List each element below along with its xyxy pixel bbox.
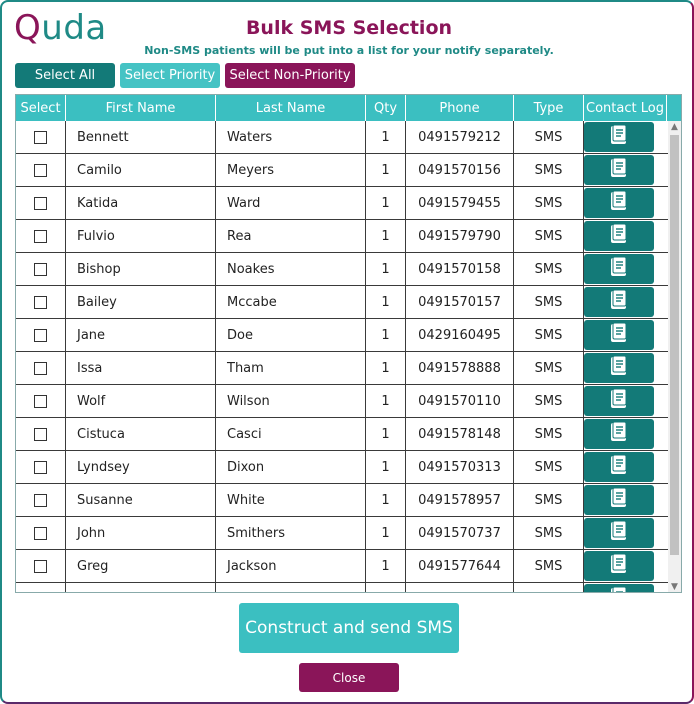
qty-cell: 1 bbox=[366, 550, 406, 582]
table-row[interactable] bbox=[16, 220, 670, 253]
table-row[interactable] bbox=[16, 550, 670, 583]
contact-log-icon bbox=[610, 488, 628, 512]
last-name-cell: Ward bbox=[216, 187, 366, 219]
row-select-checkbox[interactable] bbox=[34, 131, 47, 144]
type-cell: SMS bbox=[514, 154, 584, 186]
type-cell: SMS bbox=[514, 550, 584, 582]
contact-log-button[interactable] bbox=[584, 122, 654, 152]
contact-log-button[interactable] bbox=[584, 386, 654, 416]
contact-log-button[interactable] bbox=[584, 287, 654, 317]
type-cell: SMS bbox=[514, 121, 584, 153]
first-name-cell: Greg bbox=[66, 550, 216, 582]
row-select-cell bbox=[16, 517, 66, 549]
contact-log-cell bbox=[584, 385, 654, 417]
contact-log-cell bbox=[584, 187, 654, 219]
phone-cell: 0491570157 bbox=[406, 286, 514, 318]
column-header-first-name[interactable]: First Name bbox=[66, 95, 216, 121]
table-row[interactable] bbox=[16, 418, 670, 451]
row-select-checkbox[interactable] bbox=[34, 395, 47, 408]
row-select-checkbox[interactable] bbox=[34, 461, 47, 474]
column-header-contact-log[interactable]: Contact Log bbox=[584, 95, 667, 121]
type-cell: SMS bbox=[514, 220, 584, 252]
contact-log-cell bbox=[584, 352, 654, 384]
scroll-down-arrow-icon[interactable]: ▼ bbox=[671, 582, 678, 592]
row-select-cell bbox=[16, 385, 66, 417]
type-cell: SMS bbox=[514, 385, 584, 417]
table-row[interactable] bbox=[16, 121, 670, 154]
contact-log-cell bbox=[584, 550, 654, 582]
contact-log-button[interactable] bbox=[584, 320, 654, 350]
contact-log-cell bbox=[584, 220, 654, 252]
last-name-cell: Dixon bbox=[216, 451, 366, 483]
last-name-cell: Waters bbox=[216, 121, 366, 153]
qty-cell: 1 bbox=[366, 286, 406, 318]
select-all-button[interactable]: Select All bbox=[15, 63, 115, 88]
row-select-cell bbox=[16, 484, 66, 516]
contact-log-cell bbox=[584, 253, 654, 285]
contact-log-button[interactable] bbox=[584, 452, 654, 482]
row-select-checkbox[interactable] bbox=[34, 263, 47, 276]
contact-log-button[interactable] bbox=[584, 155, 654, 185]
qty-cell: 1 bbox=[366, 187, 406, 219]
type-cell bbox=[514, 583, 584, 593]
last-name-cell: Wilson bbox=[216, 385, 366, 417]
phone-cell: 0491570110 bbox=[406, 385, 514, 417]
qty-cell: 1 bbox=[366, 319, 406, 351]
table-row[interactable] bbox=[16, 484, 670, 517]
phone-cell: 0491570158 bbox=[406, 253, 514, 285]
qty-cell: 1 bbox=[366, 121, 406, 153]
contact-log-button[interactable] bbox=[584, 188, 654, 218]
scroll-up-arrow-icon[interactable]: ▲ bbox=[671, 122, 678, 132]
contact-log-button[interactable] bbox=[584, 584, 654, 593]
contact-log-icon bbox=[610, 158, 628, 182]
phone-cell: 0491570156 bbox=[406, 154, 514, 186]
type-cell: SMS bbox=[514, 451, 584, 483]
last-name-cell: Mccabe bbox=[216, 286, 366, 318]
contact-log-icon bbox=[610, 356, 628, 380]
contact-log-icon bbox=[610, 554, 628, 578]
row-select-checkbox[interactable] bbox=[34, 329, 47, 342]
row-select-cell bbox=[16, 550, 66, 582]
grid-scrollbar[interactable] bbox=[668, 121, 681, 593]
row-select-cell bbox=[16, 154, 66, 186]
phone-cell: 0429160495 bbox=[406, 319, 514, 351]
contact-log-button[interactable] bbox=[584, 518, 654, 548]
table-row[interactable] bbox=[16, 187, 670, 220]
first-name-cell: John bbox=[66, 517, 216, 549]
first-name-cell: Lyndsey bbox=[66, 451, 216, 483]
table-row[interactable] bbox=[16, 451, 670, 484]
qty-cell: 1 bbox=[366, 451, 406, 483]
row-select-checkbox[interactable] bbox=[34, 494, 47, 507]
contact-log-cell bbox=[584, 451, 654, 483]
table-row[interactable] bbox=[16, 517, 670, 550]
qty-cell: 1 bbox=[366, 517, 406, 549]
row-select-cell bbox=[16, 286, 66, 318]
table-row[interactable] bbox=[16, 154, 670, 187]
type-cell: SMS bbox=[514, 319, 584, 351]
scrollbar-thumb[interactable] bbox=[670, 135, 679, 555]
contact-log-icon bbox=[610, 224, 628, 248]
row-select-cell bbox=[16, 319, 66, 351]
construct-send-sms-button[interactable]: Construct and send SMS bbox=[239, 603, 459, 653]
qty-cell: 1 bbox=[366, 220, 406, 252]
last-name-cell: Tham bbox=[216, 352, 366, 384]
row-select-cell bbox=[16, 187, 66, 219]
row-select-checkbox[interactable] bbox=[34, 527, 47, 540]
qty-cell: 1 bbox=[366, 418, 406, 450]
row-select-cell bbox=[16, 352, 66, 384]
first-name-cell: Katida bbox=[66, 187, 216, 219]
row-select-cell bbox=[16, 451, 66, 483]
qty-cell bbox=[366, 583, 406, 593]
type-cell: SMS bbox=[514, 253, 584, 285]
row-select-checkbox[interactable] bbox=[34, 560, 47, 573]
contact-log-cell bbox=[584, 517, 654, 549]
qty-cell: 1 bbox=[366, 154, 406, 186]
row-select-cell bbox=[16, 418, 66, 450]
last-name-cell: Casci bbox=[216, 418, 366, 450]
type-cell: SMS bbox=[514, 286, 584, 318]
grid-header bbox=[16, 95, 682, 121]
row-select-checkbox[interactable] bbox=[34, 197, 47, 210]
last-name-cell: Noakes bbox=[216, 253, 366, 285]
table-row[interactable] bbox=[16, 385, 670, 418]
phone-cell: 0491578148 bbox=[406, 418, 514, 450]
last-name-cell: Doe bbox=[216, 319, 366, 351]
column-header-qty[interactable]: Qty bbox=[366, 95, 406, 121]
contact-log-cell bbox=[584, 154, 654, 186]
table-row[interactable] bbox=[16, 286, 670, 319]
contact-log-icon bbox=[610, 455, 628, 479]
row-select-cell bbox=[16, 253, 66, 285]
last-name-cell: White bbox=[216, 484, 366, 516]
table-row[interactable] bbox=[16, 352, 670, 385]
row-select-checkbox[interactable] bbox=[34, 428, 47, 441]
row-select-checkbox[interactable] bbox=[34, 296, 47, 309]
qty-cell: 1 bbox=[366, 385, 406, 417]
contact-log-cell bbox=[584, 583, 654, 593]
first-name-cell: Susanne bbox=[66, 484, 216, 516]
type-cell: SMS bbox=[514, 484, 584, 516]
table-row[interactable] bbox=[16, 583, 670, 593]
patients-grid bbox=[15, 94, 682, 593]
first-name-cell: Wolf bbox=[66, 385, 216, 417]
quda-logo: Quda bbox=[14, 8, 107, 48]
contact-log-button[interactable] bbox=[584, 254, 654, 284]
row-select-checkbox[interactable] bbox=[34, 164, 47, 177]
contact-log-icon bbox=[610, 257, 628, 281]
contact-log-icon bbox=[610, 389, 628, 413]
qty-cell: 1 bbox=[366, 352, 406, 384]
table-row[interactable] bbox=[16, 319, 670, 352]
last-name-cell: Jackson bbox=[216, 550, 366, 582]
column-header-last-name[interactable]: Last Name bbox=[216, 95, 366, 121]
qty-cell: 1 bbox=[366, 484, 406, 516]
last-name-cell: Smithers bbox=[216, 517, 366, 549]
contact-log-cell bbox=[584, 319, 654, 351]
contact-log-button[interactable] bbox=[584, 353, 654, 383]
contact-log-button[interactable] bbox=[584, 419, 654, 449]
row-select-cell bbox=[16, 220, 66, 252]
select-priority-button[interactable]: Select Priority bbox=[120, 63, 220, 88]
phone-cell: 0491578957 bbox=[406, 484, 514, 516]
contact-log-icon bbox=[610, 191, 628, 215]
column-header-select[interactable]: Select bbox=[16, 95, 66, 121]
first-name-cell: Fulvio bbox=[66, 220, 216, 252]
first-name-cell: Jane bbox=[66, 319, 216, 351]
phone-cell: 0491570313 bbox=[406, 451, 514, 483]
contact-log-cell bbox=[584, 418, 654, 450]
close-button[interactable]: Close bbox=[299, 663, 399, 692]
phone-cell: 0491578888 bbox=[406, 352, 514, 384]
contact-log-icon bbox=[610, 290, 628, 314]
first-name-cell: Cistuca bbox=[66, 418, 216, 450]
column-header-type[interactable]: Type bbox=[514, 95, 584, 121]
type-cell: SMS bbox=[514, 187, 584, 219]
first-name-cell bbox=[66, 583, 216, 593]
contact-log-icon bbox=[610, 125, 628, 149]
phone-cell bbox=[406, 583, 514, 593]
row-select-cell bbox=[16, 121, 66, 153]
first-name-cell: Camilo bbox=[66, 154, 216, 186]
row-select-cell bbox=[16, 583, 66, 593]
grid-rows bbox=[16, 121, 670, 593]
first-name-cell: Bennett bbox=[66, 121, 216, 153]
phone-cell: 0491579455 bbox=[406, 187, 514, 219]
phone-cell: 0491579212 bbox=[406, 121, 514, 153]
select-non-priority-button[interactable]: Select Non-Priority bbox=[225, 63, 355, 88]
column-header-phone[interactable]: Phone bbox=[406, 95, 514, 121]
table-row[interactable] bbox=[16, 253, 670, 286]
contact-log-icon bbox=[610, 587, 628, 593]
last-name-cell: Meyers bbox=[216, 154, 366, 186]
last-name-cell: Rea bbox=[216, 220, 366, 252]
contact-log-icon bbox=[610, 422, 628, 446]
type-cell: SMS bbox=[514, 352, 584, 384]
first-name-cell: Issa bbox=[66, 352, 216, 384]
contact-log-cell bbox=[584, 121, 654, 153]
dialog-title: Bulk SMS Selection bbox=[245, 17, 453, 39]
last-name-cell bbox=[216, 583, 366, 593]
row-select-checkbox[interactable] bbox=[34, 362, 47, 375]
contact-log-icon bbox=[610, 323, 628, 347]
qty-cell: 1 bbox=[366, 253, 406, 285]
contact-log-button[interactable] bbox=[584, 485, 654, 515]
phone-cell: 0491577644 bbox=[406, 550, 514, 582]
contact-log-button[interactable] bbox=[584, 551, 654, 581]
contact-log-button[interactable] bbox=[584, 221, 654, 251]
first-name-cell: Bishop bbox=[66, 253, 216, 285]
row-select-checkbox[interactable] bbox=[34, 230, 47, 243]
first-name-cell: Bailey bbox=[66, 286, 216, 318]
type-cell: SMS bbox=[514, 418, 584, 450]
contact-log-icon bbox=[610, 521, 628, 545]
contact-log-cell bbox=[584, 484, 654, 516]
phone-cell: 0491570737 bbox=[406, 517, 514, 549]
phone-cell: 0491579790 bbox=[406, 220, 514, 252]
type-cell: SMS bbox=[514, 517, 584, 549]
dialog-subtitle: Non-SMS patients will be put into a list for your notify separately. bbox=[144, 44, 554, 57]
contact-log-cell bbox=[584, 286, 654, 318]
